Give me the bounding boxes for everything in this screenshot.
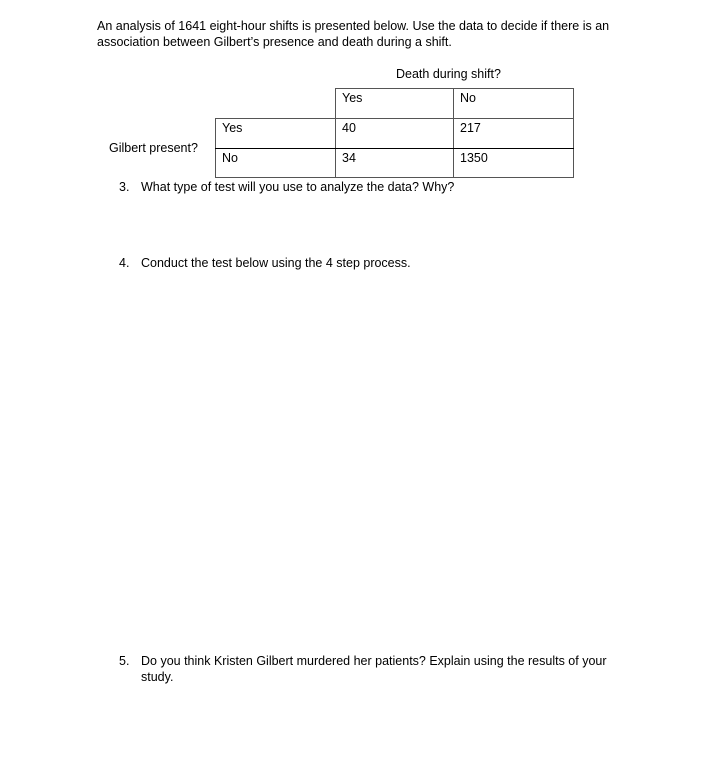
cell-no-no: 1350 bbox=[454, 149, 574, 178]
row-variable-label: Gilbert present? bbox=[109, 141, 198, 155]
question-5 bbox=[119, 653, 611, 685]
question-3 bbox=[119, 179, 611, 195]
cell-yes-no: 217 bbox=[454, 119, 574, 149]
row-header-yes: Yes bbox=[216, 119, 336, 149]
column-header-yes: Yes bbox=[336, 89, 454, 119]
question-number: 5. bbox=[119, 654, 130, 668]
question-text: Do you think Kristen Gilbert murdered her patients? Explain using the results of your study. bbox=[141, 654, 607, 684]
question-text: What type of test will you use to analyze the data? Why? bbox=[141, 180, 455, 194]
table-corner-cell bbox=[216, 89, 336, 119]
table-header-row bbox=[216, 89, 574, 119]
question-text: Conduct the test below using the 4 step process. bbox=[141, 256, 411, 270]
cell-yes-yes: 40 bbox=[336, 119, 454, 149]
cell-no-yes: 34 bbox=[336, 149, 454, 178]
table-row bbox=[216, 149, 574, 178]
column-variable-label: Death during shift? bbox=[396, 67, 501, 81]
question-4 bbox=[119, 255, 611, 271]
intro-paragraph: An analysis of 1641 eight-hour shifts is presented below. Use the data to decide if there is an association between Gilbert’s presence and death during a shift. bbox=[97, 19, 610, 49]
table-row bbox=[216, 119, 574, 149]
contingency-table bbox=[215, 88, 574, 178]
question-number: 3. bbox=[119, 180, 130, 194]
row-header-no: No bbox=[216, 149, 336, 178]
question-number: 4. bbox=[119, 256, 130, 270]
column-header-no: No bbox=[454, 89, 574, 119]
